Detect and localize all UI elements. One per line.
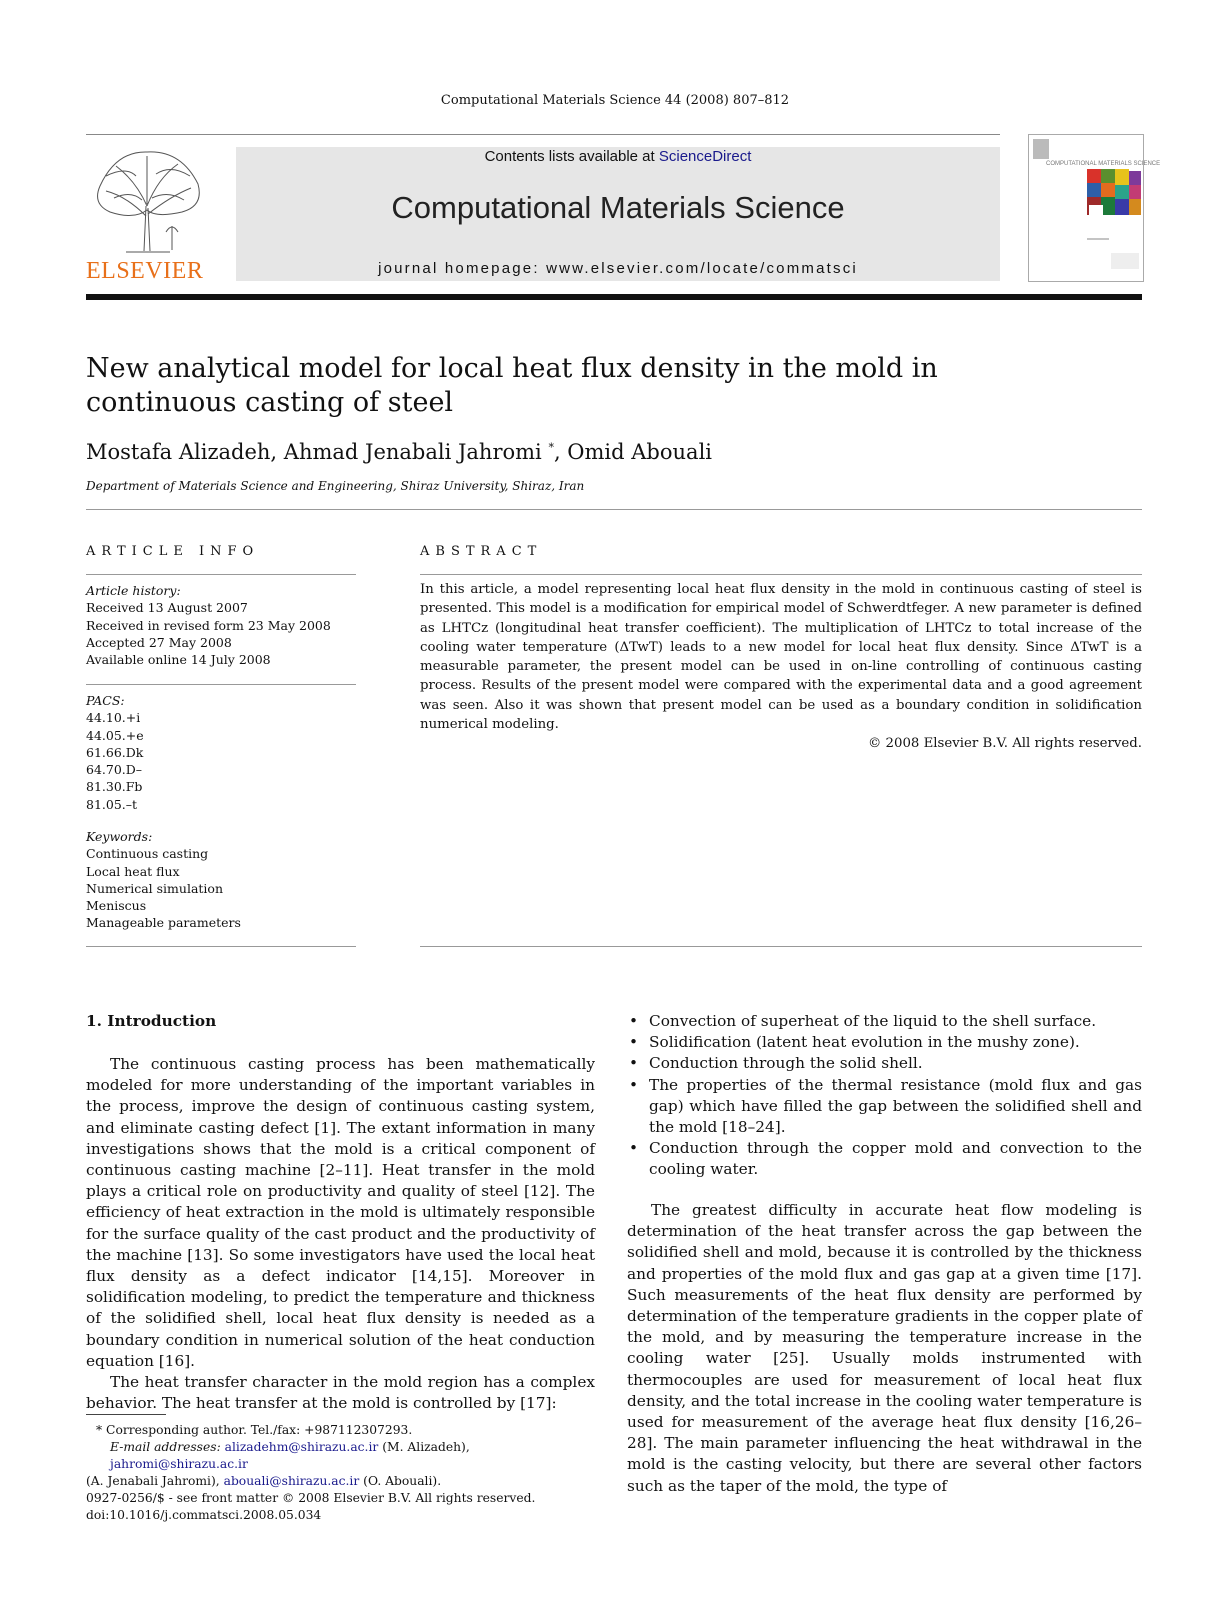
history-received: Received 13 August 2007 — [86, 600, 248, 616]
pacs-label: PACS: — [86, 693, 125, 708]
keyword-item: Meniscus — [86, 898, 147, 914]
intro-paragraph-3: The greatest difficulty in accurate heat flow modeling is determination of the heat transfer across the gap between the solidified shell and mold, because it is controlled by the thickness and properties of the mold flux and gas gap at a given time [17]. Such measurements of the heat flux density are performed by determination of the temperature gradients in the copper plate of the mold, and by measuring the temperature increase in the cooling water [25]. Usually molds instrumented with thermocouples are used for measurement of local heat flux density, and the total increase in the cooling water temperature is used for measurement of the average heat flux density [16,26–28]. The main parameter influencing the heat withdrawal in the mold is the casting velocity, but there are several other factors such as the taper of the mold, the type of — [627, 1201, 1142, 1495]
contents-line — [236, 148, 1000, 165]
list-item: • Conduction through the solid shell. — [627, 1053, 1142, 1074]
pacs-item: 81.30.Fb — [86, 779, 143, 795]
intro-paragraph-1: The continuous casting process has been mathematically modeled for more understanding of the important variables in the process, improve the design of continuous casting system, and eliminate casting defect [1]. The extant information in many investigations shows that the mold is a critical component of continuous casting machine [2–11]. Heat transfer in the mold plays a critical role on productivity and quality of steel [12]. The efficiency of heat extraction in the mold is ultimately responsible for the surface quality of the cast product and the productivity of the machine [13]. So some investigators have used the local heat flux density as a defect indicator [14,15]. Moreover in solidification modeling, to predict the temperature and thickness of the solidified shell, local heat flux density is needed as a boundary condition in numerical solution of the heat conduction equation [16]. — [86, 1055, 595, 1370]
info-rule-3 — [86, 946, 356, 947]
info-rule-2 — [86, 684, 356, 685]
affiliation: Department of Materials Science and Engineering, Shiraz University, Shiraz, Iran — [86, 479, 585, 493]
pacs-item: 81.05.–t — [86, 796, 138, 812]
intro-paragraph-2: The heat transfer character in the mold region has a complex behavior. The heat transfer at the mold is controlled by [17]: — [86, 1373, 595, 1413]
email-link-alizadeh[interactable]: alizadehm@shirazu.ac.ir — [224, 1440, 379, 1454]
corresponding-author-note: * Corresponding author. Tel./fax: +987112307293. — [96, 1423, 413, 1437]
email-owner: (O. Abouali). — [359, 1474, 442, 1488]
authors — [86, 440, 712, 464]
journal-homepage-link[interactable]: journal homepage: www.elsevier.com/locate/commatsci — [378, 260, 858, 277]
sciencedirect-link[interactable]: ScienceDirect — [658, 148, 752, 165]
intro-left-column — [86, 1054, 595, 1414]
keywords-list — [86, 828, 356, 932]
keyword-item: Manageable parameters — [86, 915, 241, 931]
footnotes — [86, 1422, 595, 1490]
header-rule — [86, 134, 1000, 135]
list-item: • Conduction through the copper mold and convection to the cooling water. — [627, 1138, 1142, 1180]
issn-line: 0927-0256/$ - see front matter © 2008 Elsevier B.V. All rights reserved. — [86, 1491, 536, 1505]
abstract-heading: ABSTRACT — [420, 544, 543, 559]
keywords-label: Keywords: — [86, 829, 153, 844]
keyword-item: Local heat flux — [86, 863, 180, 879]
list-item: • Solidification (latent heat evolution in the mushy zone). — [627, 1032, 1142, 1053]
elsevier-wordmark: ELSEVIER — [86, 258, 204, 284]
email-line-2 — [86, 1473, 595, 1490]
front-matter — [86, 1490, 595, 1524]
affiliation-rule — [86, 509, 1142, 510]
history-label: Article history: — [86, 583, 181, 598]
journal-name: Computational Materials Science — [391, 190, 845, 225]
authors-first: Mostafa Alizadeh, Ahmad Jenabali Jahromi — [86, 440, 542, 464]
email-line — [86, 1439, 595, 1473]
journal-cover-thumbnail — [1028, 134, 1161, 282]
header-thick-rule — [86, 294, 1142, 300]
abstract-text: In this article, a model representing local heat flux density in the mold in continuous casting of steel is presented. This model is a modification for empirical model of Schwerdtfeger. A new parameter is defined as LHTCz (longitudinal heat transfer coefficient). The multiplication of LHTCz to total increase of the cooling water temperature (ΔTwT) leads to a new model for local heat flux density. Since ΔTwT is a measurable parameter, the present model can be used in on-line controlling of continuous casting process. Results of the present model were compared with the experimental data and a good agreement was seen. Also it was shown that present model can be used as a boundary condition in solidification numerical modeling. — [420, 582, 1142, 733]
abstract-copyright: © 2008 Elsevier B.V. All rights reserved. — [868, 736, 1142, 752]
footnote-rule — [86, 1414, 166, 1415]
intro-right-column — [627, 1200, 1142, 1497]
list-item: • Convection of superheat of the liquid to the shell surface. — [627, 1011, 1142, 1032]
info-rule-1 — [86, 574, 356, 575]
contents-prefix: Contents lists available at — [484, 148, 659, 165]
email-owner: (A. Jenabali Jahromi), — [86, 1474, 224, 1488]
heat-transfer-list — [627, 1011, 1142, 1181]
history-accepted: Accepted 27 May 2008 — [86, 634, 232, 650]
keyword-item: Continuous casting — [86, 846, 209, 862]
abstract-body — [420, 580, 1142, 754]
email-link-abouali[interactable]: abouali@shirazu.ac.ir — [223, 1474, 360, 1488]
authors-last: , Omid Abouali — [553, 440, 712, 464]
keyword-item: Numerical simulation — [86, 880, 223, 896]
pacs-item: 64.70.D– — [86, 762, 143, 778]
pacs-item: 44.05.+e — [86, 727, 144, 743]
email-link-jahromi[interactable]: jahromi@shirazu.ac.ir — [110, 1457, 248, 1471]
list-item: • The properties of the thermal resistance (mold flux and gas gap) which have filled the gap between the solidified shell and the mold [18–24]. — [627, 1075, 1142, 1139]
history-revised: Received in revised form 23 May 2008 — [86, 617, 331, 633]
abstract-rule-top — [420, 574, 1142, 575]
article-history — [86, 582, 356, 668]
article-info-heading: ARTICLE INFO — [86, 544, 260, 559]
email-label: E-mail addresses: — [110, 1440, 225, 1454]
pacs-list — [86, 692, 356, 813]
doi-line[interactable]: doi:10.1016/j.commatsci.2008.05.034 — [86, 1508, 322, 1522]
corresponding-author-mark[interactable]: * — [548, 441, 554, 454]
journal-reference: Computational Materials Science 44 (2008) 807–812 — [440, 93, 790, 108]
pacs-item: 44.10.+i — [86, 710, 141, 726]
history-online: Available online 14 July 2008 — [86, 652, 271, 668]
pacs-item: 61.66.Dk — [86, 744, 144, 760]
email-owner: (M. Alizadeh), — [378, 1440, 470, 1454]
cover-title: COMPUTATIONAL MATERIALS SCIENCE — [1046, 161, 1161, 167]
article-title: New analytical model for local heat flux density in the mold in continuous casting of steel — [86, 353, 938, 418]
abstract-rule-bottom — [420, 946, 1142, 947]
introduction-heading: 1. Introduction — [86, 1012, 217, 1030]
